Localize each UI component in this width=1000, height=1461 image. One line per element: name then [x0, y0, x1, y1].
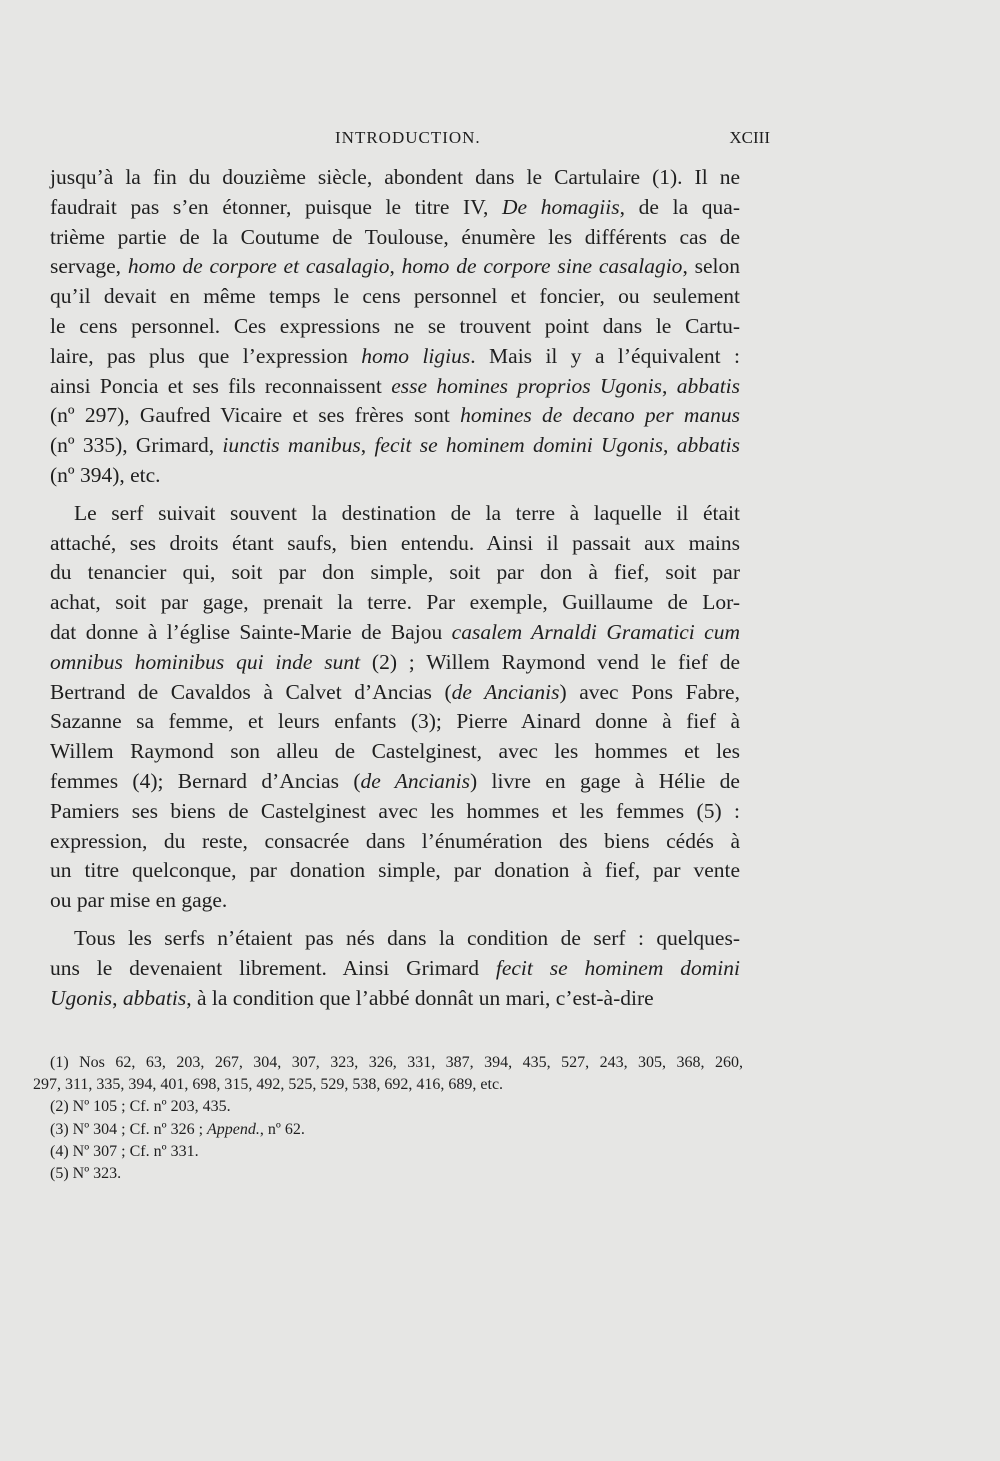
text-segment: ,	[663, 433, 677, 458]
text-line	[50, 856, 740, 886]
italic-text: abbatis	[122, 985, 187, 1010]
text-segment: (nº 335), Grimard,	[50, 433, 223, 458]
text-line	[50, 401, 740, 431]
italic-text: abbatis	[676, 373, 741, 398]
text-line	[50, 342, 740, 372]
text-segment: (1) Nos 62, 63, 203, 267, 304, 307, 323, 326, 331, 387, 394, 435, 527, 243, 305, 368, 260,	[50, 1054, 743, 1071]
text-line	[50, 431, 740, 461]
text-line	[50, 827, 740, 857]
footnote	[33, 1096, 743, 1118]
italic-text: de Ancianis	[451, 679, 560, 704]
text-segment: (5) Nº 323.	[50, 1165, 122, 1183]
footnote-line	[33, 1141, 743, 1163]
text-segment: du tenancier qui, soit par don simple, soit par don à fief, soit par	[50, 560, 740, 585]
text-line	[50, 886, 740, 916]
text-segment: un titre quelconque, par donation simple, par donation à fief, par vente	[50, 858, 740, 883]
text-segment: ainsi Poncia et ses fils reconnaissent	[50, 373, 392, 398]
paragraph-gap	[50, 491, 740, 499]
italic-text: homo de corpore et casalagio	[127, 254, 390, 279]
italic-text: esse homines proprios Ugonis	[391, 373, 662, 398]
text-segment: laire, pas plus que l’expression	[50, 343, 362, 368]
footnote-line	[33, 1119, 743, 1141]
italic-text: fecit se hominem domini Ugonis	[374, 433, 664, 458]
text-segment: Tous les serfs n’étaient pas nés dans la condition de serf : quelques-	[74, 925, 740, 950]
text-segment: (3) Nº 304 ; Cf. nº 326 ;	[50, 1120, 208, 1138]
text-segment: Pamiers ses biens de Castelginest avec les hommes et les femmes (5) :	[50, 798, 740, 823]
text-segment: (nº 394), etc.	[50, 462, 161, 487]
italic-text: omnibus hominibus qui inde sunt	[50, 649, 361, 674]
footnote-line	[33, 1096, 743, 1118]
text-line	[50, 252, 740, 282]
text-segment: servage,	[50, 254, 128, 279]
paragraph-gap	[50, 916, 740, 924]
footnote	[33, 1119, 743, 1141]
footnote-line	[33, 1163, 743, 1185]
text-line	[50, 223, 740, 253]
text-line	[50, 737, 740, 767]
text-segment: . Mais il y a l’équivalent :	[470, 343, 740, 368]
text-line	[50, 163, 740, 193]
italic-text: Ugonis	[50, 985, 113, 1010]
text-segment: dat donne à l’église Sainte-Marie de Bajou	[50, 619, 452, 644]
running-title: INTRODUCTION.	[335, 128, 481, 147]
text-segment: (2) Nº 105 ; Cf. nº 203, 435.	[50, 1098, 231, 1116]
text-segment: expression, du reste, consacrée dans l’énumération des biens cédés à	[50, 828, 740, 853]
page-header	[50, 128, 770, 158]
text-segment: uns le devenaient librement. Ainsi Grimard	[50, 955, 496, 980]
italic-text: abbatis	[676, 433, 741, 458]
text-segment: 297, 311, 335, 394, 401, 698, 315, 492, 525, 529, 538, 692, 416, 689, etc.	[33, 1076, 504, 1094]
text-line	[50, 312, 740, 342]
text-line	[50, 529, 740, 559]
text-line	[50, 588, 740, 618]
text-line	[50, 499, 740, 529]
text-segment: ,	[112, 985, 123, 1010]
text-segment: attaché, ses droits étant saufs, bien entendu. Ainsi il passait aux mains	[50, 530, 740, 555]
text-segment: , selon	[682, 254, 740, 279]
text-segment: , de la qua-	[619, 194, 740, 219]
text-segment: , à la condition que l’abbé donnât un mari, c’est-à-dire	[186, 985, 654, 1010]
italic-text: Append.	[207, 1120, 260, 1138]
paragraph	[50, 924, 740, 1013]
footnote	[33, 1141, 743, 1163]
text-segment: le cens personnel. Ces expressions ne se trouvent point dans le Cartu-	[50, 313, 740, 338]
italic-text: casalem Arnaldi Gramatici cum	[451, 619, 740, 644]
text-line	[50, 797, 740, 827]
text-line	[50, 282, 740, 312]
text-segment: femmes (4); Bernard d’Ancias (	[50, 768, 361, 793]
text-line	[50, 767, 740, 797]
footnote	[33, 1163, 743, 1185]
text-line	[50, 924, 740, 954]
text-segment: (2) ; Willem Raymond vend le fief de	[360, 649, 740, 674]
text-line	[50, 648, 740, 678]
footnote-line	[33, 1074, 743, 1096]
text-line	[50, 558, 740, 588]
text-line	[50, 618, 740, 648]
italic-text: homines de decano per manus	[460, 403, 740, 428]
text-segment: (nº 297), Gaufred Vicaire et ses frères sont	[50, 403, 461, 428]
text-segment: jusqu’à la fin du douzième siècle, abondent dans le Cartulaire (1). Il ne	[50, 165, 740, 189]
italic-text: fecit se hominem domini	[495, 955, 740, 980]
footnotes	[33, 1052, 743, 1185]
body-text	[50, 163, 740, 1013]
text-line	[50, 954, 740, 984]
paragraph	[50, 163, 740, 491]
text-line	[50, 984, 740, 1014]
text-segment: ) avec Pons Fabre,	[559, 679, 740, 704]
footnote-line	[33, 1052, 743, 1074]
italic-text: de Ancianis	[360, 768, 471, 793]
italic-text: homo ligius	[361, 343, 471, 368]
text-line	[50, 372, 740, 402]
text-segment: qu’il devait en même temps le cens personnel et foncier, ou seulement	[50, 284, 740, 309]
text-segment: ,	[360, 433, 375, 458]
text-line	[50, 461, 740, 491]
text-segment: , nº 62.	[259, 1120, 305, 1138]
page-number: XCIII	[729, 128, 770, 147]
text-segment: trième partie de la Coutume de Toulouse, énumère les différents cas de	[50, 224, 740, 249]
text-segment: faudrait pas s’en étonner, puisque le titre IV,	[50, 194, 502, 219]
text-line	[50, 707, 740, 737]
text-segment: Bertrand de Cavaldos à Calvet d’Ancias (	[50, 679, 452, 704]
text-segment: ,	[662, 373, 677, 398]
italic-text: iunctis manibus	[222, 433, 361, 458]
footnote	[33, 1052, 743, 1096]
text-line	[50, 678, 740, 708]
text-segment: achat, soit par gage, prenait la terre. Par exemple, Guillaume de Lor-	[50, 590, 740, 615]
italic-text: De homagiis	[502, 194, 620, 219]
text-line	[50, 193, 740, 223]
text-segment: Sazanne sa femme, et leurs enfants (3); Pierre Ainard donne à fief à	[50, 709, 740, 734]
text-segment: (4) Nº 307 ; Cf. nº 331.	[50, 1142, 199, 1160]
text-segment: ou par mise en gage.	[50, 888, 228, 913]
text-segment: Le serf suivait souvent la destination de la terre à laquelle il était	[74, 500, 740, 525]
paragraph	[50, 499, 740, 916]
italic-text: homo de corpore sine casalagio	[401, 254, 683, 279]
text-segment: Willem Raymond son alleu de Castelginest, avec les hommes et les	[50, 739, 740, 764]
text-segment: ) livre en gage à Hélie de	[470, 768, 740, 793]
text-segment: ,	[389, 254, 402, 279]
